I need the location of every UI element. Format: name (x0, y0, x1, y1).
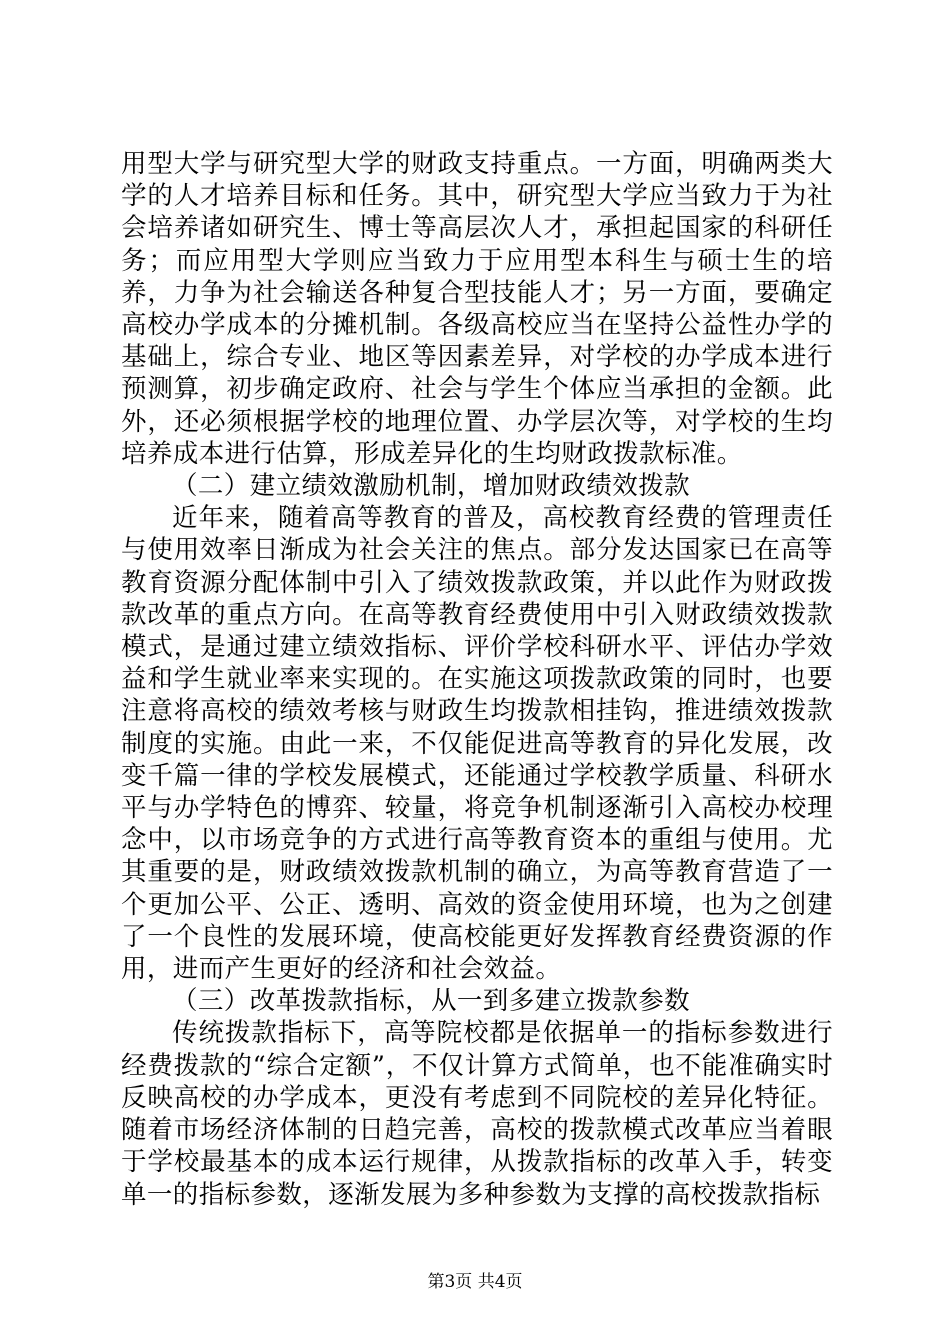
page-number-footer: 第3页 共4页 (427, 1272, 523, 1292)
paragraph-performance-funding: 近年来，随着高等教育的普及，高校教育经费的管理责任与使用效率日渐成为社会关注的焦点。部分发达国家已在高等教育资源分配体制中引入了绩效拨款政策，并以此作为财政拨款改革的重点方向。在高等教育经费使用中引入财政绩效拨款模式，是通过建立绩效指标、评价学校科研水平、评估办学效益和学生就业率来实现的。在实施这项拨款政策的同时，也要注意将高校的绩效考核与财政生均拨款相挂钩，推进绩效拨款制度的实施。由此一来，不仅能促进高等教育的异化发展，改变千篇一律的学校发展模式，还能通过学校教学质量、科研水平与办学特色的博弈、较量，将竞争机制逐渐引入高校办校理念中，以市场竞争的方式进行高等教育资本的重组与使用。尤其重要的是，财政绩效拨款机制的确立，为高等教育营造了一个更加公平、公正、透明、高效的资金使用环境，也为之创建了一个良性的发展环境，使高校能更好发挥教育经费资源的作用，进而产生更好的经济和社会效益。 (121, 503, 833, 985)
document-body (121, 148, 833, 1211)
paragraph-funding-indicators: 传统拨款指标下，高等院校都是依据单一的指标参数进行经费拨款的“综合定额”，不仅计算方式简单，也不能准确实时反映高校的办学成本，更没有考虑到不同院校的差异化特征。随着市场经济体制的日趋完善，高校的拨款模式改革应当着眼于学校最基本的成本运行规律，从拨款指标的改革入手，转变单一的指标参数，逐渐发展为多种参数为支撑的高校拨款指标 (121, 1018, 833, 1210)
section-heading-2: （二）建立绩效激励机制，增加财政绩效拨款 (172, 471, 691, 502)
section-heading-3: （三）改革拨款指标，从一到多建立拨款参数 (172, 986, 691, 1017)
paragraph-continuation: 用型大学与研究型大学的财政支持重点。一方面，明确两类大学的人才培养目标和任务。其中，研究型大学应当致力于为社会培养诸如研究生、博士等高层次人才，承担起国家的科研任务；而应用型大学则应当致力于应用型本科生与硕士生的培养，力争为社会输送各种复合型技能人才；另一方面，要确定高校办学成本的分摊机制。各级高校应当在坚持公益性办学的基础上，综合专业、地区等因素差异，对学校的办学成本进行预测算，初步确定政府、社会与学生个体应当承担的金额。此外，还必须根据学校的地理位置、办学层次等，对学校的生均培养成本进行估算，形成差异化的生均财政拨款标准。 (121, 149, 833, 469)
